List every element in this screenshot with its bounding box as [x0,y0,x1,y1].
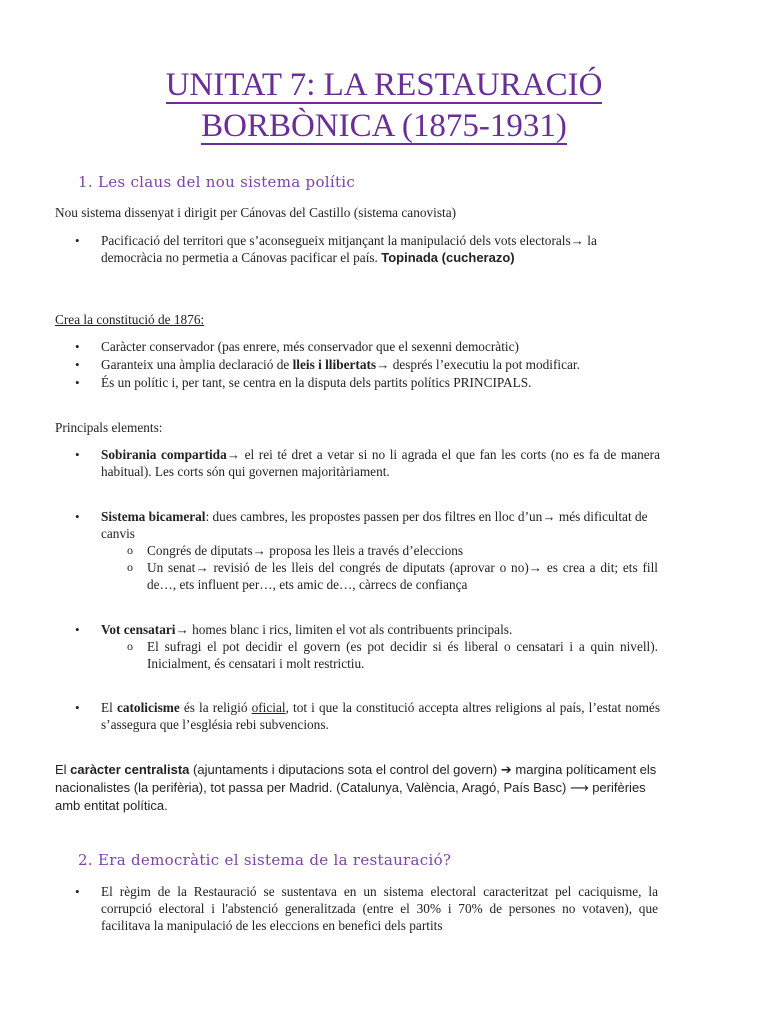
catolicisme-item: El catolicisme és la religió oficial, tot i que la constitució accepta altres religions al país, l’estat només s’assegura que l’església rebi subvencions. [101,700,660,732]
bullet-marker: • [75,447,80,462]
vot-sub-1: El sufragi el pot decidir el govern (es pot decidir si és liberal o censatari i a quin nivell). Inicialment, és censatari i molt restrictiu. [147,639,658,671]
const-item-3: És un polític i, per tant, se centra en la disputa dels partits polítics PRINCIPALS. [101,375,532,390]
sobirania-item: Sobirania compartida→ el rei té dret a vetar si no li agrada el que fan les corts (no es fa de manera habitual). Les corts són qui governen majoritàriament. [101,447,661,479]
topinada-term: Topinada (cucherazo) [381,250,515,265]
pacificacio-item [101,232,658,266]
sub-bullet-marker: o [127,560,133,574]
centralista-paragraph: El caràcter centralista (ajuntaments i diputacions sota el control del govern) ➔ margina políticament els nacionalistes (la perifèria), tot passa per Madrid. (Catalunya, València, Aragó, País Basc) ⟶ perifèries amb entitat política. [55,762,657,813]
title-line-1: UNITAT 7: LA RESTAURACIÓ [165,67,603,103]
bullet-marker: • [75,339,80,354]
section-1-heading: 1. Les claus del nou sistema polític [78,173,356,191]
bicameral-sub-2: Un senat→ revisió de les lleis del congrés de diputats (aprovar o no)→ es crea a dit; ets fill de…, ets influent per…, ets amic de…, càrrecs de confiança [147,560,658,592]
const-item-2: Garanteix una àmplia declaració de lleis i llibertats→ després l’executiu la pot modificar. [101,357,580,372]
sub-bullet-marker: o [127,639,133,653]
section-1-intro: Nou sistema dissenyat i dirigit per Cánovas del Castillo (sistema canovista) [55,205,457,220]
arrow-icon: ➔ [500,762,512,777]
pacificacio-text: Pacificació del territori que s’aconsegueix mitjançant la manipulació dels vots electorals→ la democràcia no permetia a Cánovas pacificar el país. [101,233,597,265]
title-line-2: BORBÒNICA (1875-1931) [201,108,567,144]
bullet-marker: • [75,622,80,637]
bicameral-sub-1: Congrés de diputats→ proposa les lleis a través d’eleccions [147,543,464,558]
bullet-marker: • [75,700,80,715]
bullet-marker: • [75,509,80,524]
bullet-marker: • [75,375,80,390]
bullet-marker: • [75,884,80,899]
bullet-marker: • [75,233,80,248]
vot-item: Vot censatari→ homes blanc i rics, limiten el vot als contribuents principals. [101,622,513,637]
elements-label: Principals elements: [55,420,163,435]
sub-bullet-marker: o [127,543,133,557]
regim-item: El règim de la Restauració se sustentava en un sistema electoral caracteritzat pel caciquisme, la corrupció electoral i l'abstenció generalitzada (entre el 30% i 70% de persones no votaven), que facilitava la manipulació de les eleccions en benefici dels partits [101,884,658,933]
const-item-1: Caràcter conservador (pas enrere, més conservador que el sexenni democràtic) [101,339,519,354]
section-2-heading: 2. Era democràtic el sistema de la restauració? [78,851,452,869]
constitution-label: Crea la constitució de 1876: [55,312,205,327]
bicameral-item: Sistema bicameral: dues cambres, les propostes passen per dos filtres en lloc d’un→ més dificultat de canvis [101,509,648,541]
bullet-marker: • [75,357,80,372]
page-title [0,66,768,146]
